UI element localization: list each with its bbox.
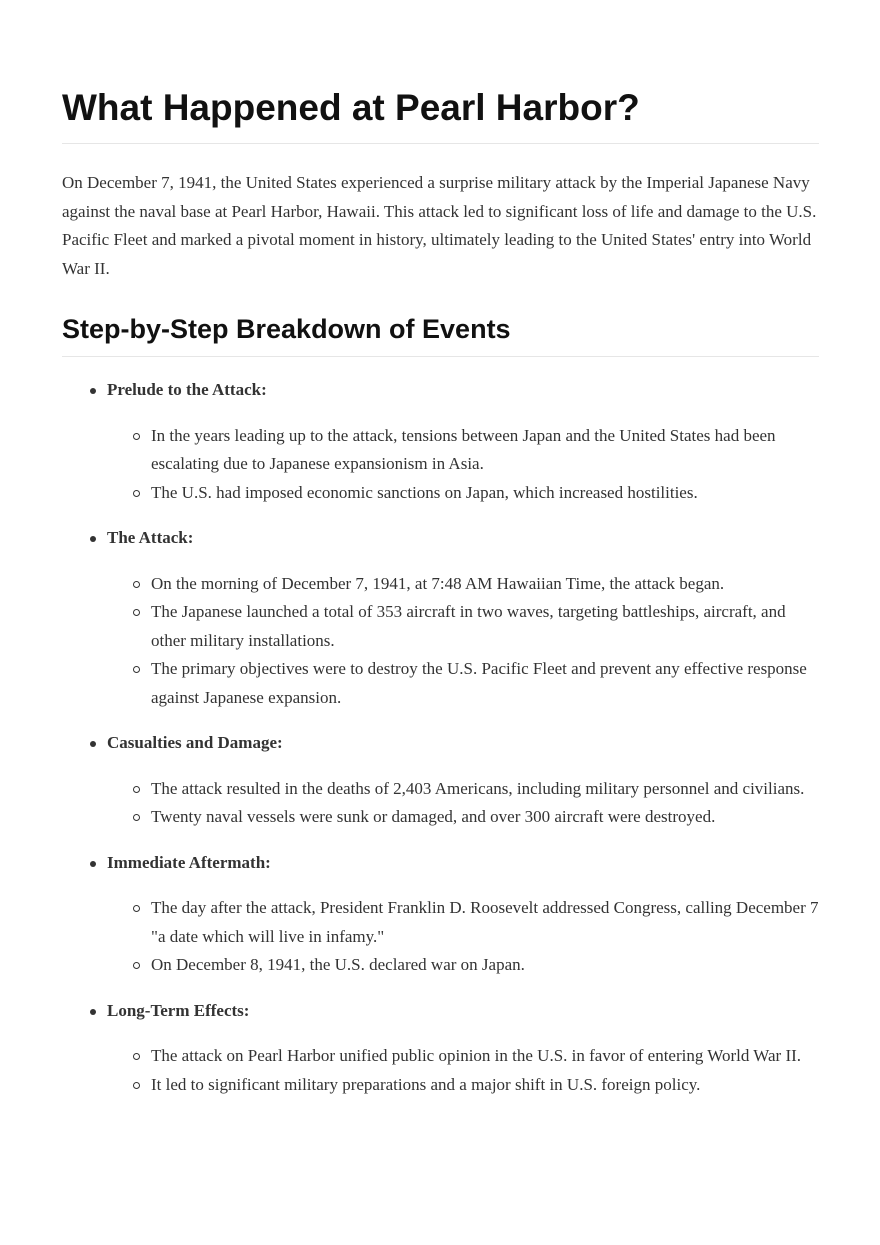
list-item	[107, 570, 819, 599]
event-section	[62, 524, 819, 712]
bullet-circle-icon	[133, 666, 140, 673]
list-item-text: In the years leading up to the attack, tensions between Japan and the United States had been escalating due to Japanese expansionism in Asia.	[151, 425, 776, 473]
list-item-text: On the morning of December 7, 1941, at 7:48 AM Hawaiian Time, the attack began.	[151, 573, 725, 593]
section-title: Casualties and Damage:	[107, 733, 283, 752]
bullet-circle-icon	[133, 962, 140, 969]
bullet-circle-icon	[133, 433, 140, 440]
section-title: Immediate Aftermath:	[107, 852, 271, 872]
section-title: Prelude to the Attack:	[107, 380, 267, 399]
points-list	[107, 422, 819, 508]
list-item-text: Twenty naval vessels were sunk or damaged, and over 300 aircraft were destroyed.	[151, 807, 716, 826]
list-item	[107, 803, 819, 832]
document-page	[62, 0, 819, 1116]
bullet-circle-icon	[133, 1053, 140, 1060]
list-item	[107, 1071, 819, 1100]
list-item	[107, 1042, 819, 1071]
list-item-text: The attack on Pearl Harbor unified public opinion in the U.S. in favor of entering World War II.	[151, 1046, 802, 1065]
list-item	[107, 422, 819, 479]
bullet-circle-icon	[133, 814, 140, 821]
events-list	[62, 376, 819, 1099]
section-title: Long-Term Effects:	[107, 1000, 250, 1020]
bullet-circle-icon	[133, 1082, 140, 1089]
list-item	[107, 598, 819, 655]
list-item-text: It led to significant military preparations and a major shift in U.S. foreign policy.	[151, 1074, 701, 1094]
bullet-disc-icon	[90, 388, 96, 394]
page-title: What Happened at Pearl Harbor?	[62, 0, 819, 144]
bullet-circle-icon	[133, 581, 140, 588]
list-item-text: The Japanese launched a total of 353 aircraft in two waves, targeting battleships, aircraft, and other military installations.	[151, 602, 786, 650]
list-item	[107, 951, 819, 980]
bullet-circle-icon	[133, 609, 140, 616]
bullet-circle-icon	[133, 905, 140, 912]
bullet-circle-icon	[133, 490, 140, 497]
list-item-text: The primary objectives were to destroy the U.S. Pacific Fleet and prevent any effective response against Japanese expansion.	[151, 659, 807, 707]
section-heading: Step-by-Step Breakdown of Events	[62, 312, 819, 357]
event-section	[62, 997, 819, 1100]
event-section	[62, 729, 819, 832]
bullet-disc-icon	[90, 536, 96, 542]
points-list	[107, 894, 819, 980]
event-section	[62, 376, 819, 507]
points-list	[107, 1042, 819, 1099]
section-title: The Attack:	[107, 528, 194, 547]
bullet-disc-icon	[90, 861, 96, 867]
bullet-disc-icon	[90, 1009, 96, 1015]
list-item-text: The day after the attack, President Franklin D. Roosevelt addressed Congress, calling December 7 "a date which will live in infamy."	[151, 898, 819, 946]
list-item	[107, 479, 819, 508]
list-item-text: The attack resulted in the deaths of 2,403 Americans, including military personnel and civilians.	[151, 778, 805, 798]
intro-paragraph: On December 7, 1941, the United States experienced a surprise military attack by the Imperial Japanese Navy against the naval base at Pearl Harbor, Hawaii. This attack led to significant loss of life and damage to the U.S. Pacific Fleet and marked a pivotal moment in history, ultimately leading to the United States' entry into World War II.	[62, 173, 817, 278]
list-item	[107, 655, 819, 712]
list-item-text: On December 8, 1941, the U.S. declared war on Japan.	[151, 955, 525, 974]
bullet-disc-icon	[90, 741, 96, 747]
list-item-text: The U.S. had imposed economic sanctions on Japan, which increased hostilities.	[151, 482, 698, 502]
event-section	[62, 849, 819, 980]
bullet-circle-icon	[133, 786, 140, 793]
list-item	[107, 894, 819, 951]
points-list	[107, 775, 819, 832]
points-list	[107, 570, 819, 713]
list-item	[107, 775, 819, 804]
